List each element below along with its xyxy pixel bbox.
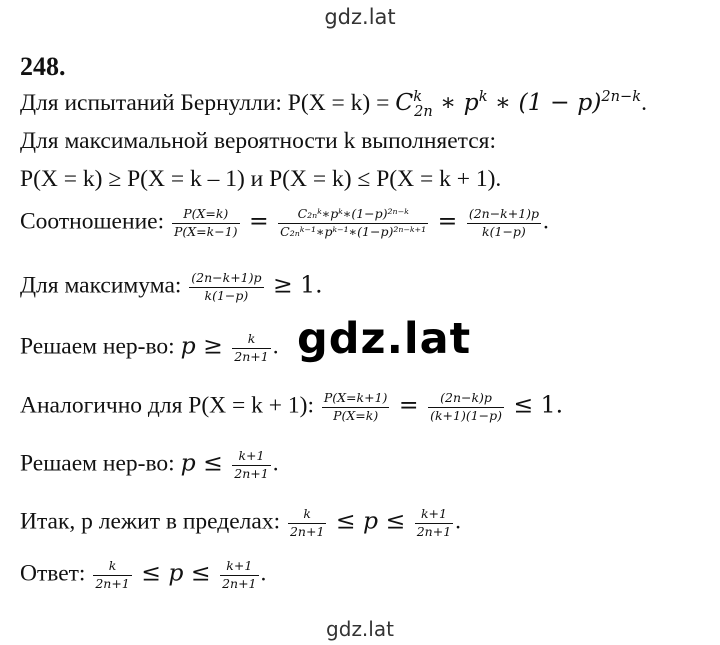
line-answer: Ответ: $\frac{k}{2n+1}$ ≤ p ≤ $\frac{k+1}{2n+1}$ . — [20, 558, 267, 591]
fraction-upper-bound: $\frac{k+1}{2n+1}$ — [234, 448, 269, 481]
line-9-text: Итак, р лежит в пределах: — [20, 508, 286, 535]
line-inequalities: P(X = k) ≥ P(X = k – 1) и P(X = k) ≤ P(X = k + 1). — [20, 166, 502, 192]
line-8-text: Решаем нер-во: — [20, 450, 181, 477]
problem-number: 248. — [20, 52, 66, 81]
fraction-maximum: $\frac{(2n-k+1)p}{k(1-p)}$ — [191, 270, 262, 303]
fraction-ratio-next: $\frac{P(X=k+1)}{P(X=k)}$ — [323, 390, 388, 423]
fraction-ratio-next-simplified: $\frac{(2n-k)p}{(k+1)(1-p)}$ — [430, 390, 502, 423]
line-4-text: Соотношение: — [20, 208, 170, 235]
fraction-answer-upper: $\frac{k+1}{2n+1}$ — [222, 558, 257, 591]
line-condition: Для максимальной вероятности k выполняется: — [20, 128, 496, 154]
formula-bernoulli: $C^k_{2n}$ ∗ $p^k$ ∗ $(1 - p)^{2n-k}$ — [395, 87, 642, 120]
watermark-top: gdz.lat — [324, 5, 396, 29]
line-bernoulli-formula: Для испытаний Бернулли: $P(X = k) = C^k_{2n}$ ∗ $p^k$ ∗ $(1 - p)^{2n-k}$. — [20, 87, 647, 120]
line-7-text: Аналогично для P(X = k + 1): — [20, 392, 320, 419]
fraction-range-upper: $\frac{k+1}{2n+1}$ — [416, 506, 452, 539]
line-5-text: Для максимума: — [20, 272, 188, 299]
fraction-lower-bound: $\frac{k}{2n+1}$ — [234, 331, 269, 364]
line-solve-2: Решаем нер-во: p ≤ $\frac{k+1}{2n+1}$ . — [20, 448, 279, 481]
fraction-ratio-expanded: $\frac{\text{C₂ₙᵏ∗pᵏ∗(1−p)²ⁿ⁻ᵏ}}{\text{C₂ₙᵏ⁻¹∗pᵏ⁻¹∗(1−p)²ⁿ⁻ᵏ⁺¹}}$ — [280, 206, 427, 239]
line-10-text: Ответ: — [20, 560, 92, 587]
fraction-answer-lower: $\frac{k}{2n+1}$ — [95, 558, 130, 591]
line-solve-1: Решаем нер-во: p ≥ $\frac{k}{2n+1}$ . — [20, 331, 279, 364]
line-ratio: Соотношение: $\frac{P(X=k)}{P(X=k-1)}$ = $\frac{\text{C₂ₙᵏ∗pᵏ∗(1−p)²ⁿ⁻ᵏ}}{\text{C₂ₙᵏ⁻¹∗pᵏ⁻¹∗(1−p)²ⁿ⁻ᵏ⁺¹}}$ = $\frac{(2n-k+1)p}{k(1-p)}$ . — [20, 206, 549, 239]
line-1-text: Для испытаний Бернулли: P(X = k) = — [20, 89, 396, 116]
line-range: Итак, р лежит в пределах: $\frac{k}{2n+1}$ ≤ p ≤ $\frac{k+1}{2n+1}$ . — [20, 506, 462, 539]
fraction-ratio-simplified: $\frac{(2n-k+1)p}{k(1-p)}$ — [468, 206, 540, 239]
line-analogous: Аналогично для P(X = k + 1): $\frac{P(X=k+1)}{P(X=k)}$ = $\frac{(2n-k)p}{(k+1)(1-p)}$ ≤ 1. — [20, 390, 564, 423]
line-6-text: Решаем нер-во: — [20, 333, 181, 360]
watermark-bottom: gdz.lat — [326, 617, 394, 641]
fraction-range-lower: $\frac{k}{2n+1}$ — [289, 506, 325, 539]
watermark-middle: gdz.lat — [297, 314, 472, 364]
fraction-ratio-probabilities: $\frac{P(X=k)}{P(X=k-1)}$ — [173, 206, 238, 239]
line-maximum: Для максимума: $\frac{(2n-k+1)p}{k(1-p)}$ ≥ 1. — [20, 270, 323, 303]
